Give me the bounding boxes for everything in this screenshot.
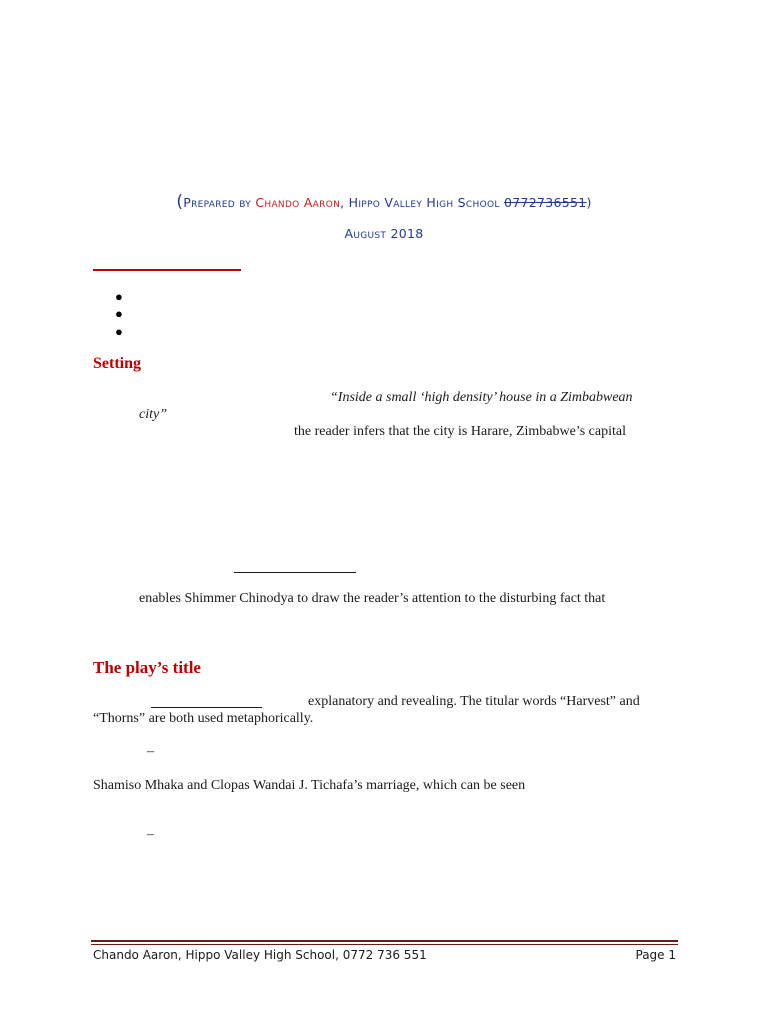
bullet-point: ● <box>115 306 123 321</box>
footer-rule-thin <box>91 944 678 945</box>
underline-blank <box>234 572 356 573</box>
school-name: , Hippo Valley High School <box>340 195 504 210</box>
phone-number: 0772736551 <box>503 195 587 210</box>
footer-author: Chando Aaron, Hippo Valley High School, 0772 736 551 <box>93 948 427 962</box>
dash-mark: – <box>147 827 154 842</box>
bullet-point: ● <box>115 289 123 304</box>
footer-page-number: Page 1 <box>635 948 676 962</box>
setting-enables-line: enables Shimmer Chinodya to draw the reader’s attention to the disturbing fact that <box>139 591 606 606</box>
setting-heading: Setting <box>93 355 141 372</box>
close-paren: ) <box>586 195 592 210</box>
setting-quote-line-2: city” <box>139 407 167 422</box>
document-date: August 2018 <box>344 226 424 241</box>
dash-mark: – <box>147 744 154 759</box>
title-line-1: explanatory and revealing. The titular words “Harvest” and <box>308 694 640 709</box>
marriage-line: Shamiso Mhaka and Clopas Wandai J. Tichafa’s marriage, which can be seen <box>93 778 526 793</box>
setting-inference: the reader infers that the city is Harare, Zimbabwe’s capital <box>294 424 626 439</box>
prepared-by-line <box>0 192 768 212</box>
title-line-2: “Thorns” are both used metaphorically. <box>93 711 314 726</box>
open-paren: ( <box>176 192 184 212</box>
footer-rule <box>91 940 678 942</box>
underline-blank <box>151 707 262 708</box>
plays-title-heading: The play’s title <box>93 658 201 677</box>
red-heading-rule <box>93 269 241 271</box>
setting-quote-line-1: “Inside a small ‘high density’ house in a Zimbabwean <box>330 390 633 405</box>
author-name: Chando Aaron <box>255 195 341 210</box>
bullet-point: ● <box>115 324 123 339</box>
prepared-by-label: Prepared by <box>183 195 256 210</box>
